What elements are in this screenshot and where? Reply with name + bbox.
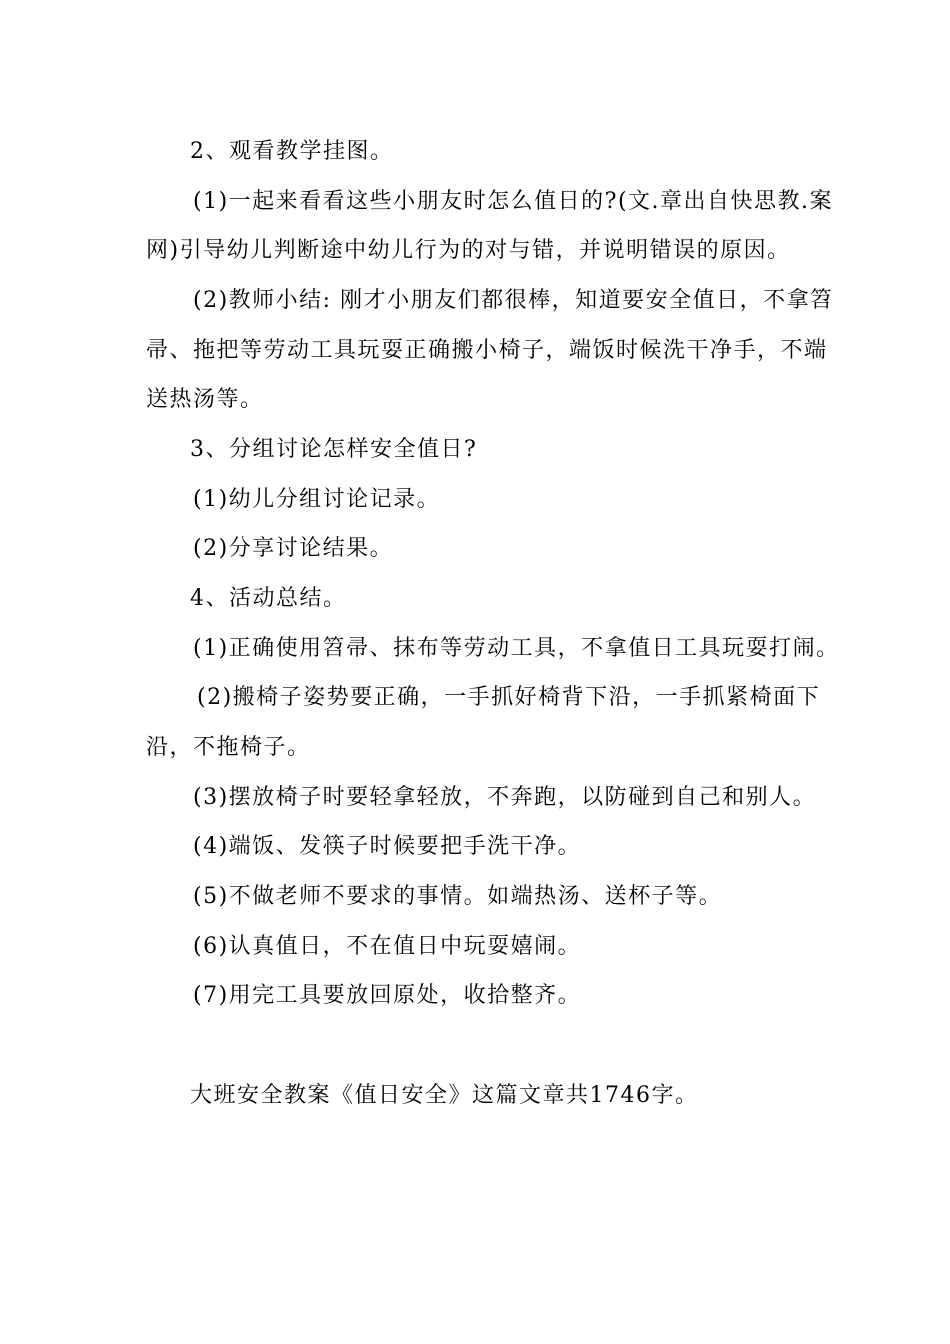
list-item: (2)分享讨论结果。 (193, 536, 394, 561)
list-item: (2)搬椅子姿势要正确，一手抓好椅背下沿，一手抓紧椅面下 (197, 685, 821, 710)
word-count-note: 大班安全教案《值日安全》这篇文章共1746字。 (190, 1083, 699, 1108)
paragraph-line: 帚、拖把等劳动工具玩耍正确搬小椅子，端饭时候洗干净手，不端 (146, 338, 828, 363)
list-item: (1)幼儿分组讨论记录。 (193, 487, 441, 512)
list-item: (5)不做老师不要求的事情。如端热汤、送杯子等。 (193, 884, 723, 909)
list-item: (6)认真值日，不在值日中玩耍嬉闹。 (193, 934, 582, 959)
step-4-heading: 4、活动总结。 (190, 586, 347, 611)
step-3-heading: 3、分组讨论怎样安全值日? (190, 437, 478, 462)
step-2-heading: 2、观看教学挂图。 (190, 139, 394, 164)
list-item-continuation: 沿，不拖椅子。 (146, 735, 311, 760)
list-item: (7)用完工具要放回原处，收拾整齐。 (193, 983, 582, 1008)
list-item: (3)摆放椅子时要轻拿轻放，不奔跑，以防碰到自己和别人。 (193, 785, 817, 810)
paragraph-line: (1)一起来看看这些小朋友时怎么值日的?(文.章出自快思教.案 (193, 189, 834, 214)
paragraph-line: (2)教师小结: 刚才小朋友们都很棒，知道要安全值日，不拿笤 (193, 288, 834, 313)
paragraph-line: 送热汤等。 (146, 387, 264, 412)
list-item: (4)端饭、发筷子时候要把手洗干净。 (193, 834, 582, 859)
list-item: (1)正确使用笤帚、抹布等劳动工具，不拿值日工具玩耍打闹。 (193, 636, 840, 661)
paragraph-line: 网)引导幼儿判断途中幼儿行为的对与错，并说明错误的原因。 (146, 238, 791, 263)
